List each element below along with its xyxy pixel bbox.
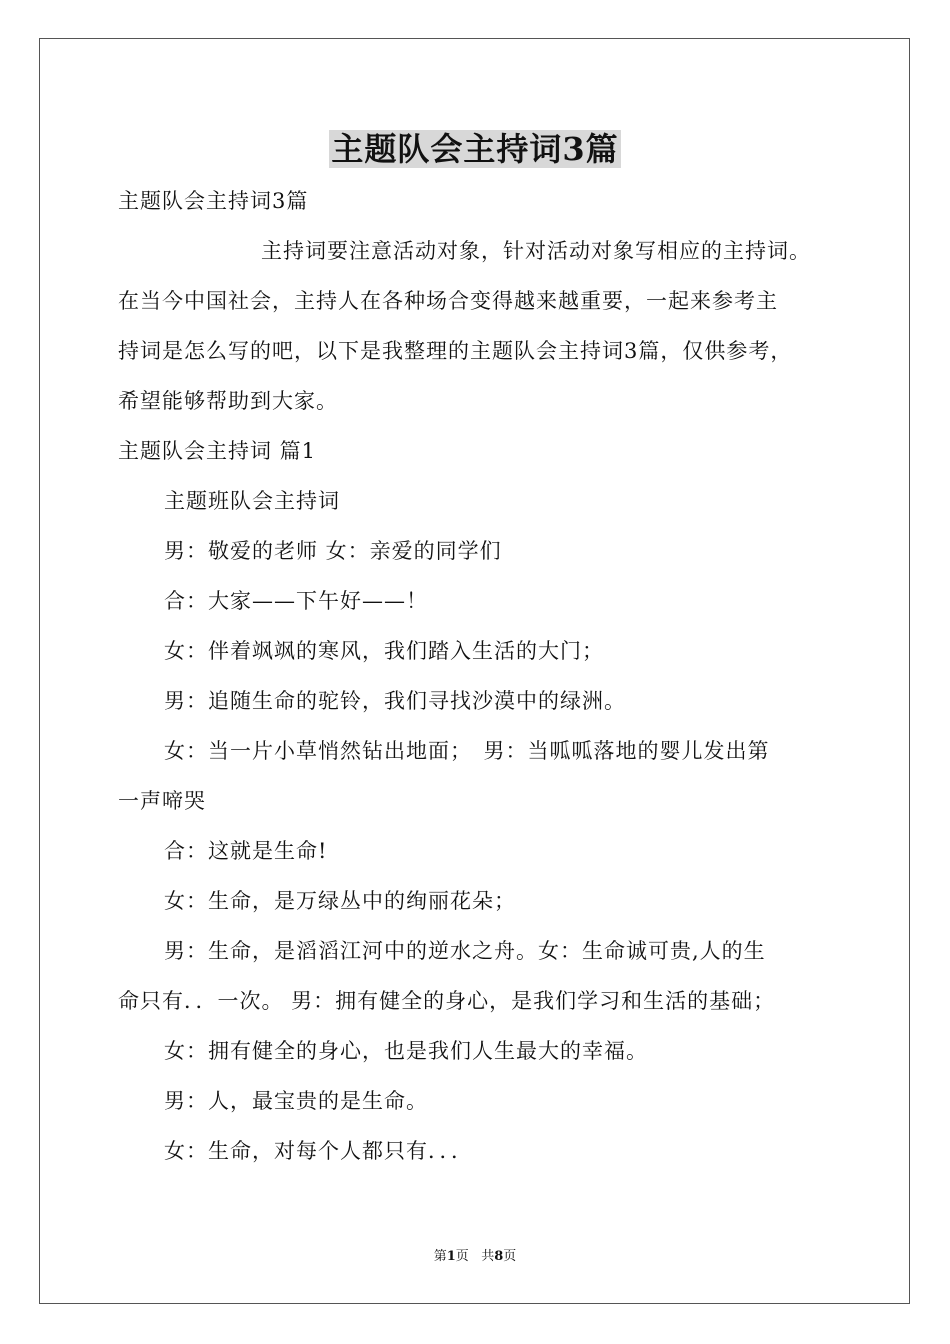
paragraph-line: 合：这就是生命! — [164, 839, 328, 863]
paragraph-line: 命只有．．一次。 男：拥有健全的身心，是我们学习和生活的基础； — [118, 989, 776, 1013]
paragraph-line: 男：追随生命的驼铃，我们寻找沙漠中的绿洲。 — [164, 689, 626, 713]
paragraph-line: 男：人，最宝贵的是生命。 — [164, 1089, 428, 1113]
document-body — [118, 176, 840, 1176]
footer-total-prefix: 共 — [481, 1249, 495, 1264]
paragraph-line: 女：拥有健全的身心，也是我们人生最大的幸福。 — [164, 1039, 648, 1063]
paragraph-line: 合：大家——下午好——！ — [164, 589, 428, 613]
paragraph-line: 持词是怎么写的吧，以下是我整理的主题队会主持词3篇，仅供参考， — [118, 339, 793, 363]
paragraph-line: 女：生命，对每个人都只有．．． — [164, 1139, 473, 1163]
footer-total-suffix: 页 — [503, 1249, 517, 1264]
footer-page-current: 1 — [446, 1249, 456, 1264]
paragraph-line: 女：当一片小草悄然钻出地面； 男：当呱呱落地的婴儿发出第 — [164, 739, 770, 763]
paragraph-line: 女：伴着飒飒的寒风，我们踏入生活的大门； — [164, 639, 604, 663]
paragraph-line: 主题队会主持词 篇1 — [118, 439, 317, 463]
paragraph-line: 男：生命，是滔滔江河中的逆水之舟。女：生命诚可贵,人的生 — [164, 939, 766, 963]
footer-page-prefix: 第 — [433, 1249, 447, 1264]
document-title-text: 主题队会主持词3篇 — [331, 130, 619, 168]
paragraph-line: 主题班队会主持词 — [164, 489, 340, 513]
paragraph-line: 女：生命，是万绿丛中的绚丽花朵； — [164, 889, 516, 913]
paragraph-line: 一声啼哭 — [118, 789, 206, 813]
paragraph-line: 希望能够帮助到大家。 — [118, 389, 338, 413]
page-footer — [0, 1247, 950, 1267]
paragraph-line: 在当今中国社会，主持人在各种场合变得越来越重要，一起来参考主 — [118, 289, 778, 313]
document-title — [0, 126, 950, 172]
paragraph-line: 主题队会主持词3篇 — [118, 189, 309, 213]
footer-page-suffix: 页 — [455, 1249, 469, 1264]
footer-total-pages: 8 — [494, 1249, 504, 1264]
paragraph-line: 主持词要注意活动对象，针对活动对象写相应的主持词。 — [261, 239, 811, 263]
paragraph-line: 男：敬爱的老师 女：亲爱的同学们 — [164, 539, 502, 563]
